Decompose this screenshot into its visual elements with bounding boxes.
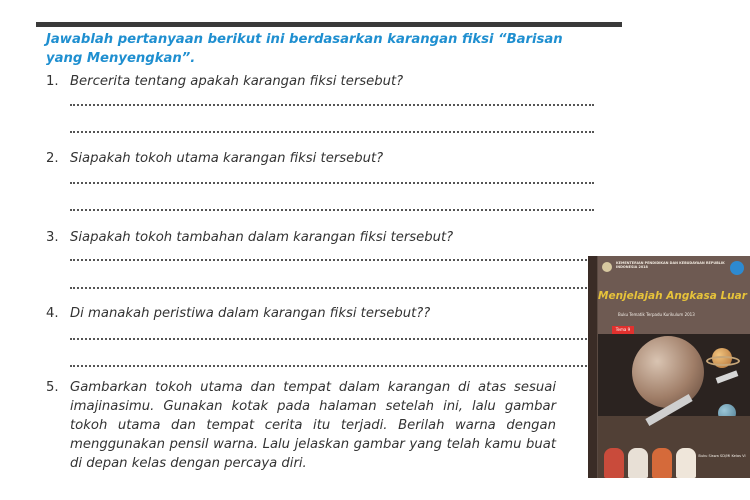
child-figure xyxy=(604,448,624,478)
answer-line[interactable] xyxy=(70,287,594,289)
book-cover xyxy=(588,256,750,478)
top-rule xyxy=(36,22,622,27)
child-figure xyxy=(676,448,696,478)
cover-title: Menjelajah Angkasa Luar xyxy=(598,290,747,302)
cover-subtitle: Buku Tematik Terpadu Kurikulum 2013 xyxy=(618,312,695,317)
cover-ministry: KEMENTERIAN PENDIDIKAN DAN KEBUDAYAAN REPUBLIK INDONESIA 2018 xyxy=(616,261,725,269)
ministry-logo-icon xyxy=(602,262,612,272)
planet-ring-illustration xyxy=(706,356,740,366)
answer-line[interactable] xyxy=(70,131,594,133)
question-text: Di manakah peristiwa dalam karangan fiksi tersebut?? xyxy=(70,306,431,321)
answer-line[interactable] xyxy=(70,259,594,261)
children-illustration xyxy=(598,416,750,478)
question-number: 3. xyxy=(46,230,59,245)
question-text: Siapakah tokoh utama karangan fiksi tersebut? xyxy=(70,151,384,166)
question-text: Bercerita tentang apakah karangan fiksi tersebut? xyxy=(70,74,404,89)
cover-theme-tag: Tema 9 xyxy=(612,326,634,334)
cover-spine xyxy=(588,256,598,478)
answer-line[interactable] xyxy=(70,365,594,367)
question-text: Siapakah tokoh tambahan dalam karangan fiksi tersebut? xyxy=(70,230,454,245)
child-figure xyxy=(628,448,648,478)
cover-footer: Buku Siswa SD/MI Kelas VI xyxy=(698,454,746,458)
answer-line[interactable] xyxy=(70,209,594,211)
answer-line[interactable] xyxy=(70,104,594,106)
question-number: 5. xyxy=(46,380,59,395)
answer-line[interactable] xyxy=(70,182,594,184)
question-number: 4. xyxy=(46,306,59,321)
curriculum-badge-icon xyxy=(730,261,744,275)
answer-line[interactable] xyxy=(70,338,594,340)
worksheet-intro: Jawablah pertanyaan berikut ini berdasarkan karangan fiksi “Barisan yang Menyengkan”. xyxy=(46,32,563,66)
question-number: 2. xyxy=(46,151,59,166)
question-number: 1. xyxy=(46,74,59,89)
satellite-illustration xyxy=(716,370,739,383)
child-figure xyxy=(652,448,672,478)
question-text: Gambarkan tokoh utama dan tempat dalam karangan di atas sesuai imajinasimu. Gunakan kotak pada halaman setelah ini, lalu gambar tokoh utama dan tempat cerita itu terjadi. Berilah warna dengan menggunakan pensil warna. Lalu jelaskan gambar yang telah kamu buat di depan kelas dengan percaya diri. xyxy=(70,380,556,471)
planet-illustration xyxy=(632,336,704,408)
